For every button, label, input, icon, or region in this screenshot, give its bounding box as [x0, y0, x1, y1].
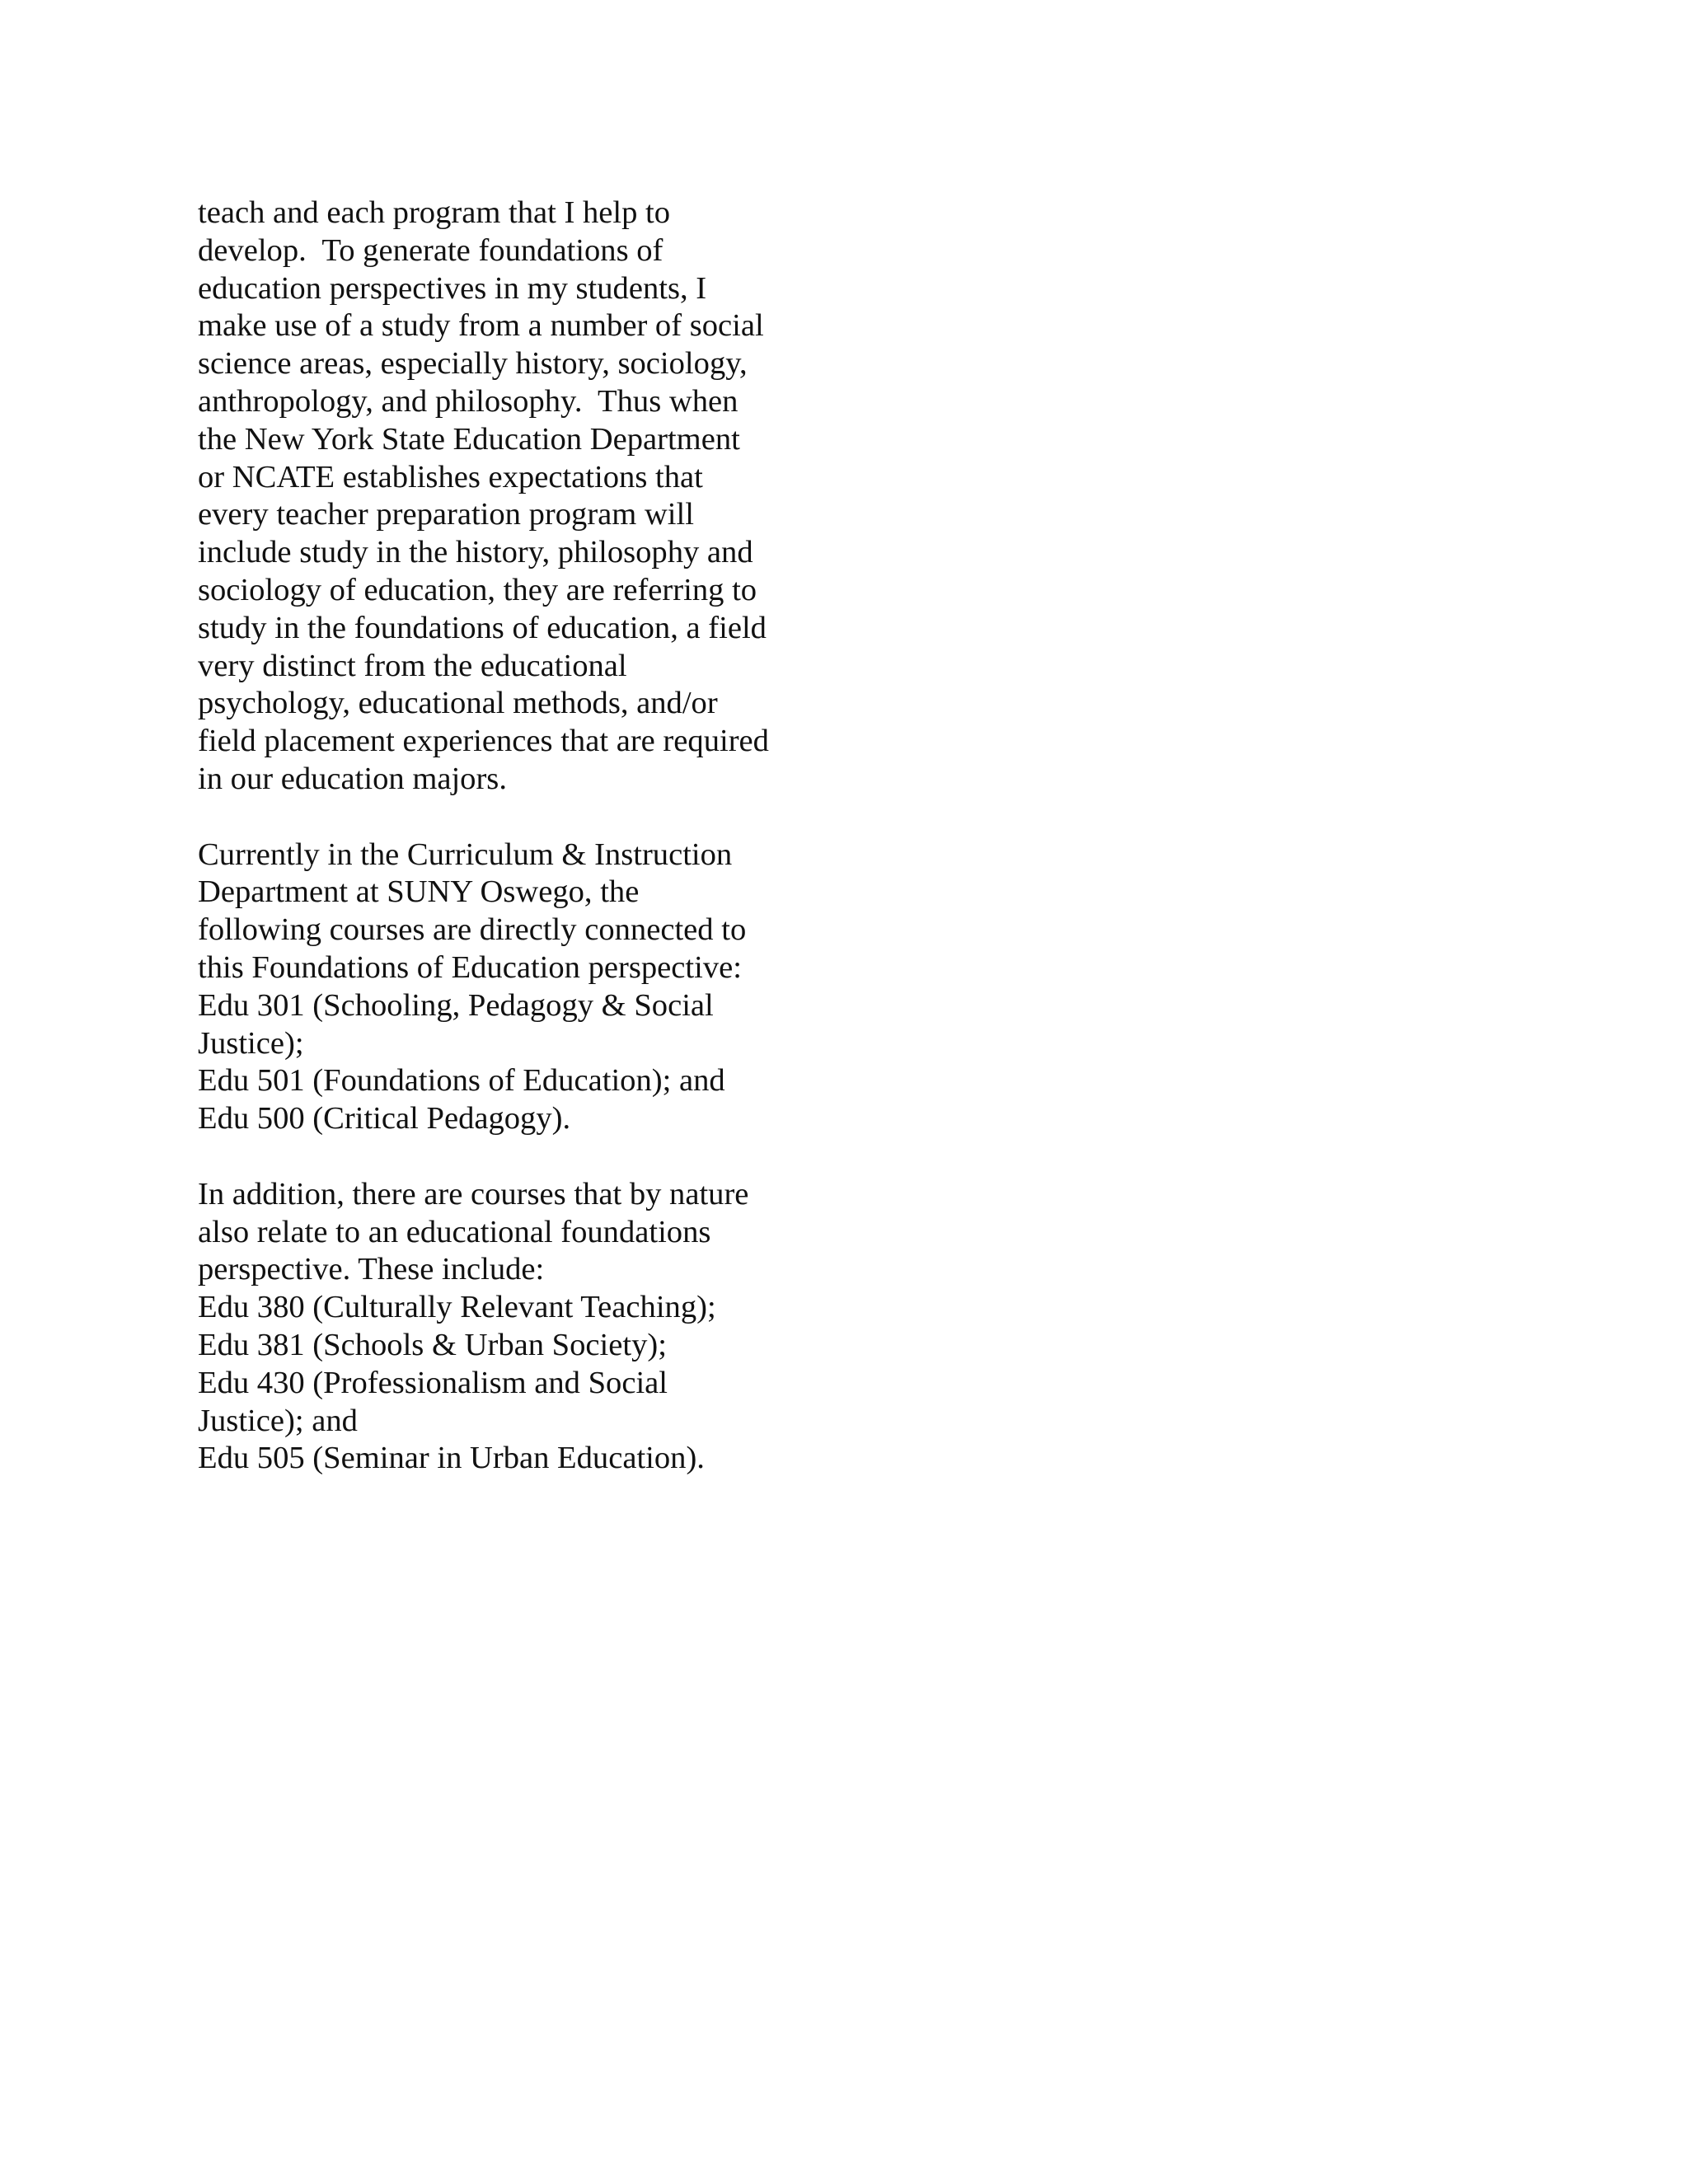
- text-line: study in the foundations of education, a field: [198, 610, 767, 645]
- paragraph-gap: [198, 1138, 824, 1176]
- text-line: In addition, there are courses that by nature: [198, 1176, 749, 1212]
- text-line: education perspectives in my students, I: [198, 270, 707, 306]
- text-column: [198, 194, 824, 1478]
- text-line: sociology of education, they are referring to: [198, 572, 757, 607]
- course-line: Edu 505 (Seminar in Urban Education).: [198, 1441, 705, 1476]
- course-line: Justice); and: [198, 1403, 358, 1438]
- text-line: psychology, educational methods, and/or: [198, 686, 718, 721]
- text-line: perspective. These include:: [198, 1252, 545, 1287]
- text-line: every teacher preparation program will: [198, 497, 694, 532]
- text-line: very distinct from the educational: [198, 648, 627, 683]
- paragraph-related-courses: [198, 1176, 824, 1478]
- text-line: in our education majors.: [198, 761, 507, 796]
- paragraph-foundations-intro: [198, 194, 824, 799]
- course-line: Edu 380 (Culturally Relevant Teaching);: [198, 1290, 716, 1325]
- text-line: following courses are directly connected to: [198, 912, 747, 948]
- text-line: or NCATE establishes expectations that: [198, 459, 703, 494]
- course-line: Edu 381 (Schools & Urban Society);: [198, 1327, 667, 1362]
- course-line: Edu 501 (Foundations of Education); and: [198, 1063, 725, 1099]
- text-line: Currently in the Curriculum & Instruction: [198, 837, 733, 872]
- text-line: also relate to an educational foundations: [198, 1214, 711, 1249]
- text-line: Department at SUNY Oswego, the: [198, 874, 640, 910]
- text-line: develop. To generate foundations of: [198, 232, 663, 268]
- text-line: include study in the history, philosophy and: [198, 535, 753, 570]
- text-line: the New York State Education Department: [198, 421, 740, 457]
- text-line: this Foundations of Education perspective:: [198, 949, 742, 985]
- course-line: Edu 500 (Critical Pedagogy).: [198, 1101, 571, 1137]
- text-line: anthropology, and philosophy. Thus when: [198, 383, 738, 419]
- text-line: make use of a study from a number of social: [198, 308, 764, 344]
- text-line: science areas, especially history, sociology,: [198, 346, 748, 382]
- course-line: Edu 430 (Professionalism and Social: [198, 1365, 668, 1400]
- paragraph-current-courses: [198, 837, 824, 1138]
- paragraph-gap: [198, 799, 824, 837]
- course-line: Edu 301 (Schooling, Pedagogy & Social: [198, 987, 714, 1023]
- course-line: Justice);: [198, 1025, 304, 1061]
- text-line: field placement experiences that are required: [198, 724, 769, 759]
- text-line: teach and each program that I help to: [198, 195, 671, 230]
